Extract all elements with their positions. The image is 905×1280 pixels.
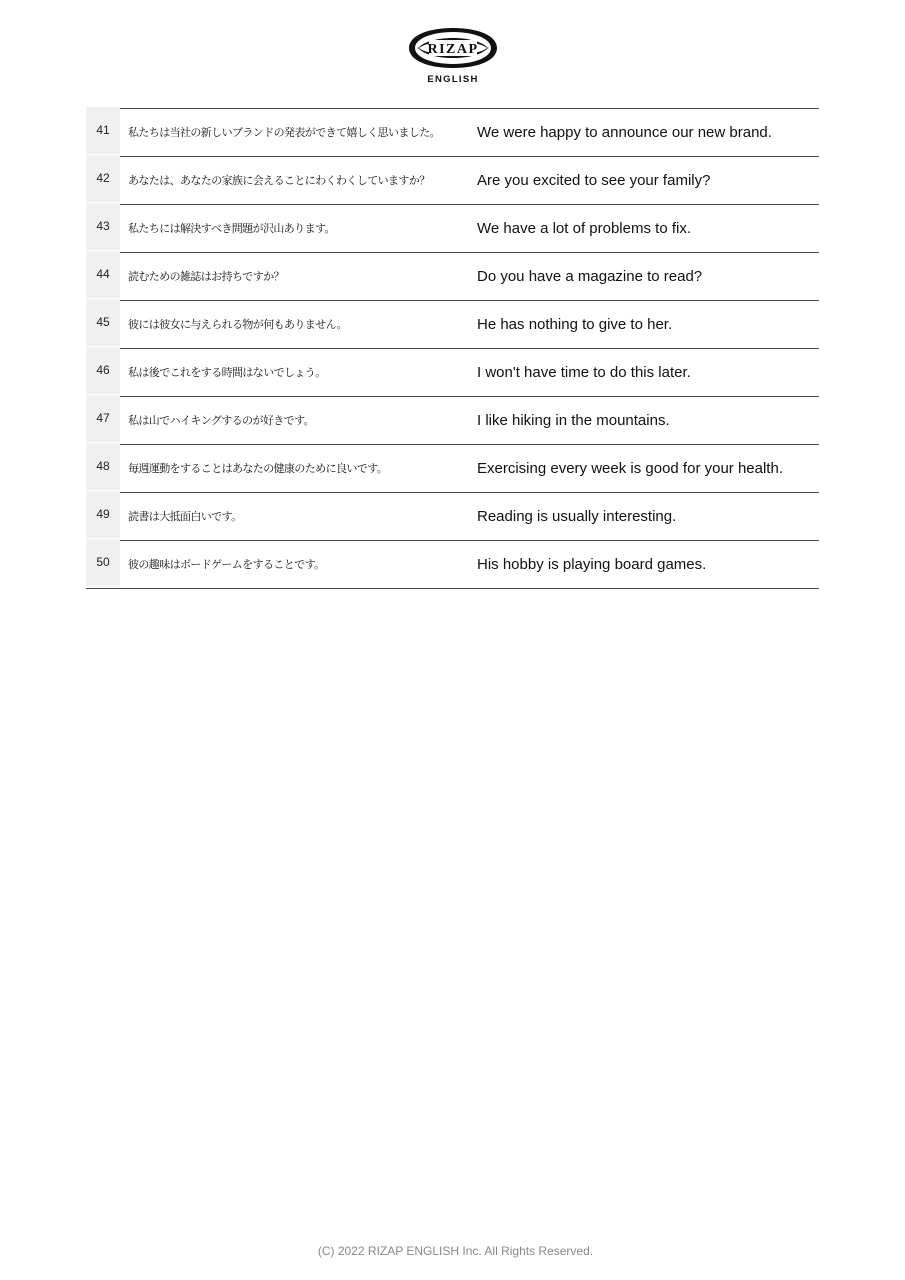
- table-row: [86, 349, 819, 397]
- english-sentence: He has nothing to give to her.: [477, 316, 673, 333]
- english-sentence: His hobby is playing board games.: [477, 556, 707, 573]
- japanese-sentence: 私たちには解決すべき問題が沢山あります。: [128, 222, 335, 235]
- table-row: [86, 493, 819, 541]
- japanese-sentence: 私は後でこれをする時間はないでしょう。: [128, 366, 326, 379]
- japanese-sentence: 私たちは当社の新しいブランドの発表ができて嬉しく思いました。: [128, 126, 440, 139]
- row-number: 45: [86, 299, 120, 346]
- table-row: [86, 301, 819, 349]
- row-number: 41: [86, 107, 120, 154]
- row-number: 42: [86, 155, 120, 202]
- row-number: 46: [86, 347, 120, 394]
- japanese-sentence: 毎週運動をすることはあなたの健康のために良いです。: [128, 462, 388, 475]
- japanese-sentence: 彼には彼女に与えられる物が何もありません。: [128, 318, 348, 331]
- row-number: 48: [86, 443, 120, 490]
- japanese-sentence: あなたは、あなたの家族に会えることにわくわくしていますか？: [128, 174, 430, 187]
- row-number: 50: [86, 539, 120, 586]
- copyright-footer: (C) 2022 RIZAP ENGLISH Inc. All Rights Reserved.: [317, 1244, 594, 1258]
- phrase-table: [86, 108, 819, 589]
- logo-text: RIZAP: [427, 42, 479, 57]
- row-number: 47: [86, 395, 120, 442]
- table-row: [86, 445, 819, 493]
- english-sentence: Reading is usually interesting.: [477, 508, 677, 525]
- japanese-sentence: 読書は大抵面白いです。: [128, 510, 242, 523]
- japanese-sentence: 私は山でハイキングするのが好きです。: [128, 414, 314, 427]
- japanese-sentence: 読むための雑誌はお持ちですか？: [128, 270, 284, 283]
- table-row: [86, 253, 819, 301]
- row-number: 49: [86, 491, 120, 538]
- table-row: [86, 157, 819, 205]
- table-row: [86, 109, 819, 157]
- english-sentence: Do you have a magazine to read?: [477, 268, 703, 285]
- row-number: 43: [86, 203, 120, 250]
- english-sentence: Exercising every week is good for your health.: [477, 460, 783, 477]
- english-sentence: We were happy to announce our new brand.: [477, 124, 772, 141]
- english-sentence: I won't have time to do this later.: [477, 364, 691, 381]
- japanese-sentence: 彼の趣味はボードゲームをすることです。: [128, 558, 325, 571]
- table-row: [86, 205, 819, 253]
- logo-subtitle: ENGLISH: [427, 74, 479, 85]
- english-sentence: We have a lot of problems to fix.: [477, 220, 691, 237]
- logo-emblem-icon: [407, 26, 499, 72]
- table-row: [86, 397, 819, 445]
- row-number: 44: [86, 251, 120, 298]
- english-sentence: I like hiking in the mountains.: [477, 412, 670, 429]
- table-row: [86, 541, 819, 589]
- english-sentence: Are you excited to see your family?: [477, 172, 711, 189]
- brand-logo: [407, 26, 499, 88]
